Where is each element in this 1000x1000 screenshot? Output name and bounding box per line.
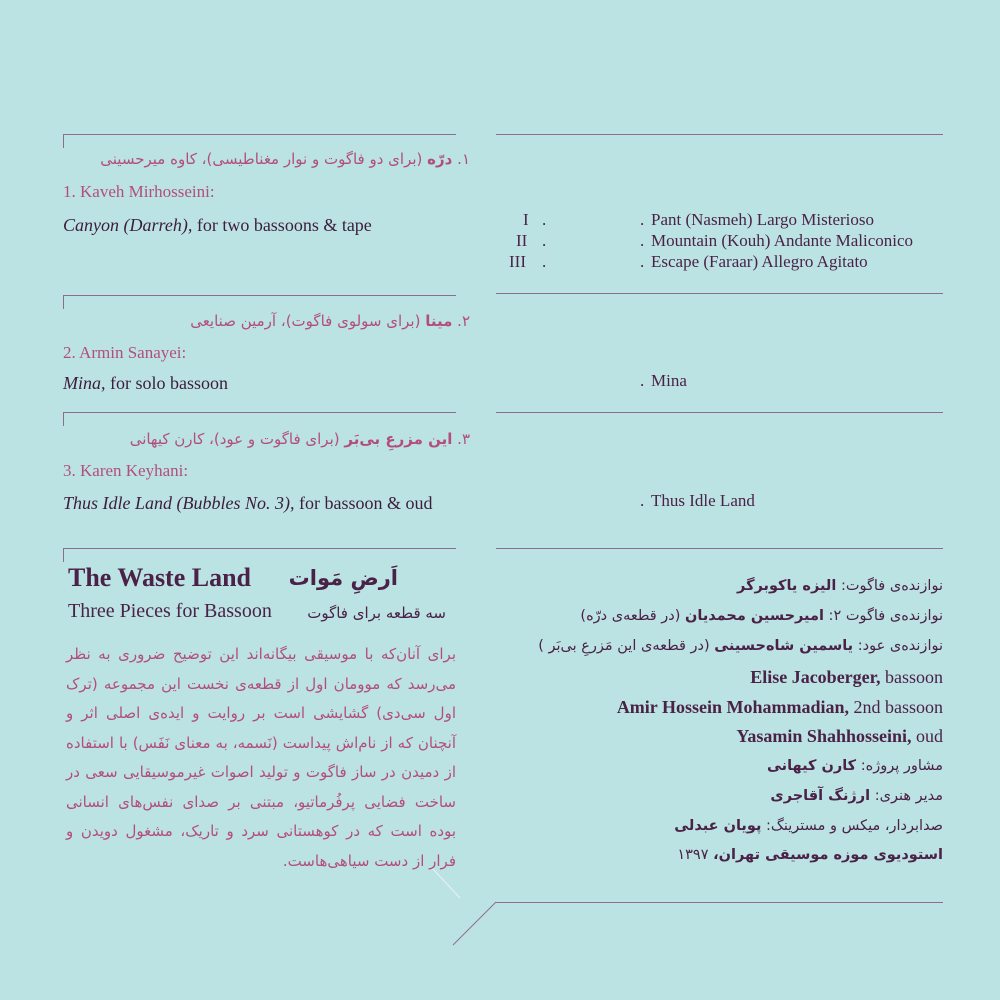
credit-label: نوازنده‌ی فاگوت: [836, 578, 943, 594]
piece-1-name-fa: درّه [427, 150, 453, 168]
credit-label: مشاور پروژه: [856, 758, 943, 774]
piece-2-work [63, 373, 228, 394]
piece-2-number-fa: ۲. [457, 312, 470, 330]
piece-3-title-en: 3. Karen Keyhani: [63, 461, 189, 480]
credit-advisor-fa [767, 758, 943, 774]
track-name-en: Mina [651, 371, 687, 390]
track-roman: III [509, 252, 526, 271]
album-subtitle-fa: سه قطعه برای فاگوت [307, 604, 446, 622]
track-dot: . [640, 252, 645, 271]
track-dot: . [542, 210, 547, 229]
credit-label: مدیر هنری: [870, 788, 943, 804]
credit-note: (در قطعه‌ی درّه) [580, 608, 686, 624]
piece-3-number-fa: ۳. [457, 430, 470, 448]
credit-name: الیزه یاکوبرگر [737, 578, 837, 594]
credit-name: امیرحسین محمدیان [685, 608, 824, 624]
piece-3-name-fa: این مزرعِ بی‌بَر [344, 430, 453, 448]
credit-name: یاسمین شاه‌حسینی [714, 638, 854, 654]
credit-name-en: Elise Jacoberger, [750, 667, 881, 687]
piece-3-desc-fa: (برای فاگوت و عود)، کارن کیهانی [129, 430, 345, 448]
piece-3-title-fa [130, 430, 470, 448]
credit-name: ارژنگ آقاجری [770, 788, 871, 804]
piece-2-title-en: 2. Armin Sanayei: [63, 343, 187, 362]
credit-name-en: Yasamin Shahhosseini, [736, 726, 912, 746]
credit-performer-3-en [736, 726, 943, 747]
track-name-en: Pant (Nasmeh) Largo Misterioso [651, 210, 875, 229]
credit-studio-fa [677, 847, 943, 863]
track-dot: . [640, 210, 645, 229]
credit-name: کارن کیهانی [766, 758, 857, 774]
piece-2-work-instrumentation: for solo bassoon [105, 373, 228, 393]
credit-engineer-fa [674, 818, 943, 834]
piece-1-work-instrumentation: for two bassoons & tape [192, 215, 372, 235]
credit-studio-name: استودیوی موزه موسیقی تهران، [713, 847, 943, 863]
essay-paragraph: برای آنان‌که با موسیقی بیگانه‌اند این توضیح ضروری به نظر می‌رسد که موومان اول از قطعه‌ی نخست این مجموعه (ترک اول سی‌دی) گشایشی است بر روایت و ایده‌ی اصلی اثر و آنچنان که از نام‌اش پیداست (نَسمه، به معنای نَفَس) با استفاده از دمیدن در ساز فاگوت و تولید اصوات غیرموسیقایی سعی در ساخت فضایی پرفُرماتیو، مبتنی بر صدای نفس‌های انسانی بوده است که در کوهستانی سرد و تاریک، مشغول دویدن و فرار از دست سیاهی‌هاست. [66, 645, 456, 870]
track-roman: II [516, 231, 528, 250]
credit-role-en: 2nd bassoon [849, 697, 943, 717]
album-title-fa: اَرضِ مَوات [288, 566, 398, 590]
track-dot: . [640, 491, 645, 510]
track-dot: . [640, 231, 645, 250]
piece-2-title-fa [190, 312, 470, 330]
piece-3-work [63, 493, 433, 514]
piece-2-name-fa: مینا [425, 312, 453, 330]
credit-label: نوازنده‌ی عود: [853, 638, 943, 654]
track-dot: . [542, 231, 547, 250]
credit-note: (در قطعه‌ی این مَزرعِ بی‌بَر ) [538, 638, 715, 654]
piece-1-desc-fa: (برای دو فاگوت و نوار مغناطیسی)، کاوه میرحسینی [100, 150, 428, 168]
piece-1-work [63, 215, 372, 236]
album-subtitle-en: Three Pieces for Bassoon [68, 600, 272, 622]
piece-2-desc-fa: (برای سولوی فاگوت)، آرمین صنایعی [190, 312, 426, 330]
credit-label: صدابردار، میکس و مسترینگ: [761, 818, 943, 834]
piece-3-work-instrumentation: for bassoon & oud [294, 493, 433, 513]
credit-label: نوازنده‌ی فاگوت ۲: [823, 608, 943, 624]
piece-1-title-fa [100, 150, 470, 168]
credit-performer-3-fa [538, 638, 943, 654]
credit-art-director-fa [770, 788, 943, 804]
track-name-en: Escape (Faraar) Allegro Agitato [651, 252, 868, 271]
track-dot: . [542, 252, 547, 271]
credit-performer-2-en [617, 697, 943, 718]
credit-performer-1-fa [737, 578, 943, 594]
piece-2-work-title: Mina, [63, 373, 106, 393]
track-name-en: Mountain (Kouh) Andante Maliconico [651, 231, 914, 250]
piece-1-number-fa: ۱. [457, 150, 470, 168]
track-name-en: Thus Idle Land [651, 491, 755, 510]
piece-3-work-title: Thus Idle Land (Bubbles No. 3), [63, 493, 295, 513]
credit-role-en: oud [911, 726, 943, 746]
piece-1-work-title: Canyon (Darreh), [63, 215, 193, 235]
credit-role-en: bassoon [880, 667, 943, 687]
credit-performer-2-fa [580, 608, 943, 624]
track-dot: . [640, 371, 645, 390]
piece-1-title-en: 1. Kaveh Mirhosseini: [63, 182, 215, 201]
credit-performer-1-en [750, 667, 943, 688]
credit-name-en: Amir Hossein Mohammadian, [616, 697, 849, 717]
credit-name: پویان عبدلی [674, 818, 762, 834]
track-roman: I [523, 210, 529, 229]
credit-year: ۱۳۹۷ [677, 847, 714, 863]
album-title-en: The Waste Land [68, 563, 252, 592]
